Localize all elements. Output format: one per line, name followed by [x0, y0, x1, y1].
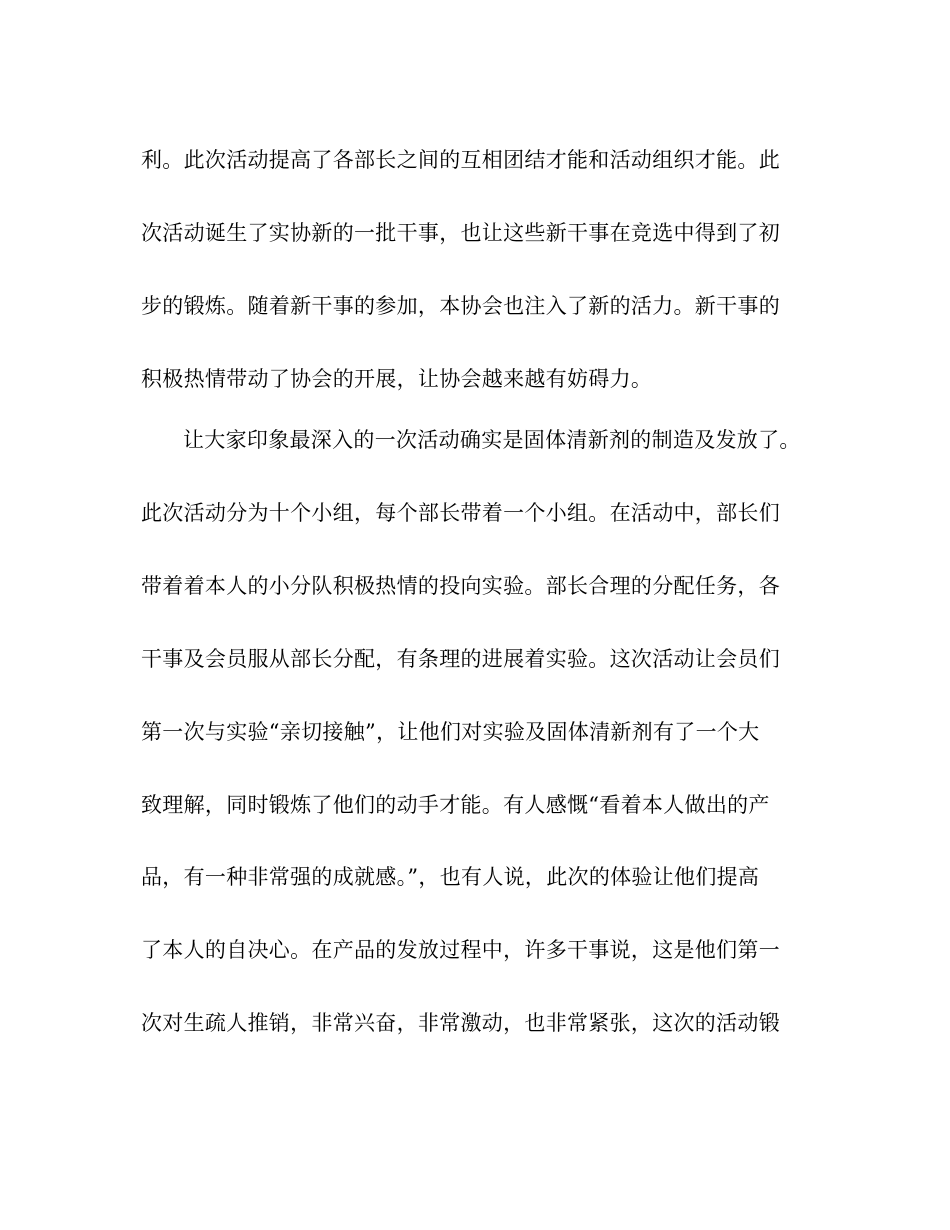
text-line: 步的锻炼。随着新干事的参加，本协会也注入了新的活力。新干事的	[141, 294, 780, 318]
text-line: 积极热情带动了协会的开展，让协会越来越有妨碍力。	[141, 367, 653, 391]
text-line: 品，有一种非常强的成就感。”，也有人说，此次的体验让他们提高	[141, 865, 760, 889]
text-line: 致理解，同时锻炼了他们的动手才能。有人感慨“看着本人做出的产	[141, 793, 770, 817]
paragraph-first-line: 让大家印象最深入的一次活动确实是固体清新剂的制造及发放了。	[183, 428, 801, 452]
text-line: 此次活动分为十个小组，每个部长带着一个小组。在活动中，部长们	[141, 501, 780, 525]
text-line: 次活动诞生了实协新的一批干事，也让这些新干事在竞选中得到了初	[141, 221, 780, 245]
text-line: 利。此次活动提高了各部长之间的互相团结才能和活动组织才能。此	[141, 148, 780, 172]
text-line: 干事及会员服从部长分配，有条理的进展着实验。这次活动让会员们	[141, 647, 780, 671]
text-line: 第一次与实验“亲切接触”，让他们对实验及固体清新剂有了一个大	[141, 720, 760, 744]
text-line: 了本人的自决心。在产品的发放过程中，许多干事说，这是他们第一	[141, 938, 780, 962]
text-line: 带着着本人的小分队积极热情的投向实验。部长合理的分配任务，各	[141, 574, 780, 598]
text-line: 次对生疏人推销，非常兴奋，非常激动，也非常紧张，这次的活动锻	[141, 1011, 780, 1035]
